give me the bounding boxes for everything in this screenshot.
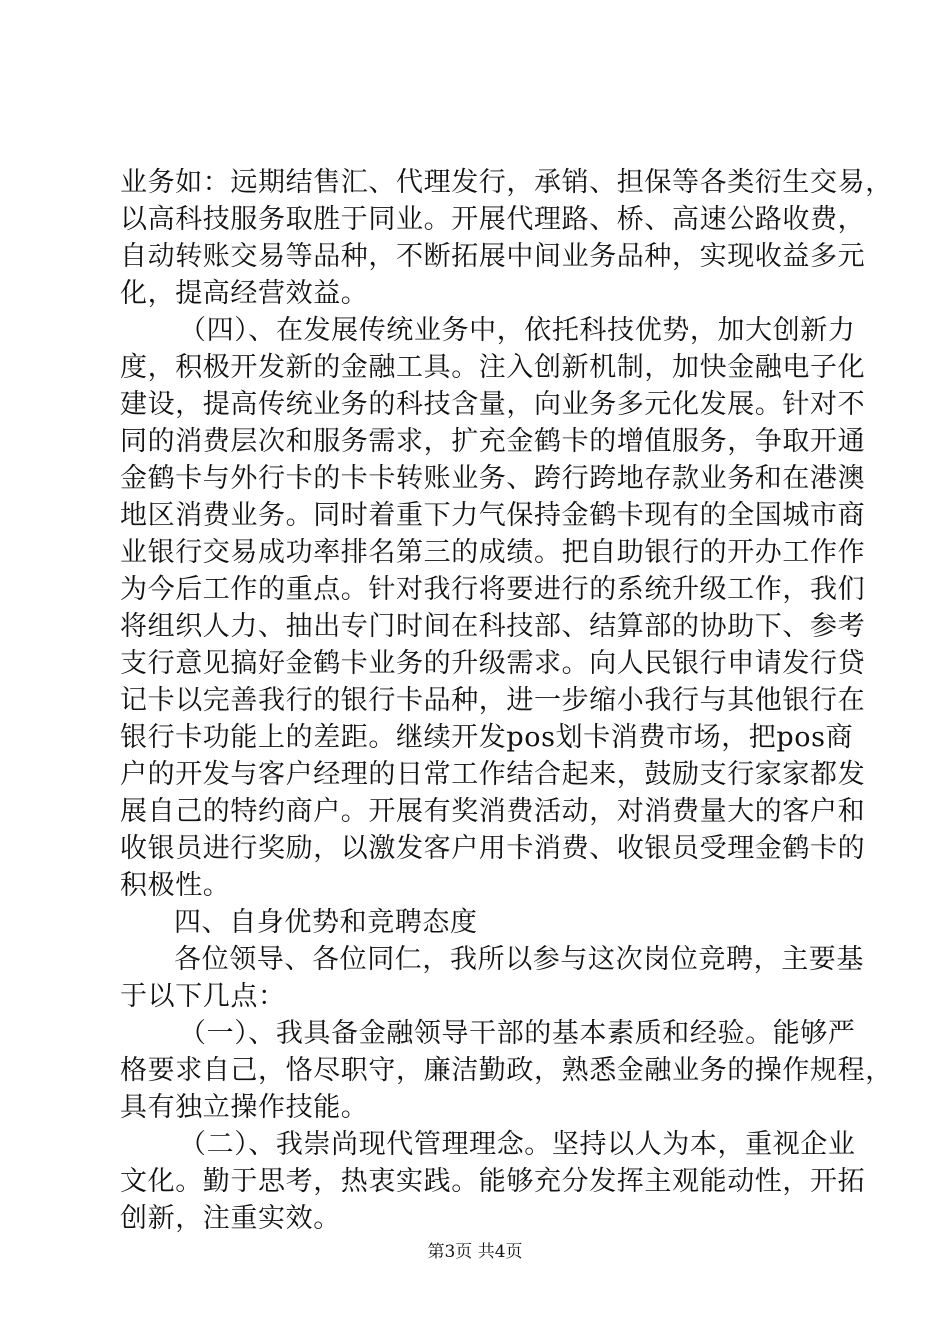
text-line: 展自己的特约商户。开展有奖消费活动，对消费量大的客户和 <box>120 796 866 827</box>
text-line: 自动转账交易等品种，不断拓展中间业务品种，实现收益多元 <box>120 241 866 272</box>
text-line: 于以下几点： <box>120 981 286 1012</box>
text-line: 为今后工作的重点。针对我行将要进行的系统升级工作，我们 <box>120 574 866 605</box>
text-line: 建设，提高传统业务的科技含量，向业务多元化发展。针对不 <box>120 389 866 420</box>
text-line: 地区消费业务。同时着重下力气保持金鹤卡现有的全国城市商 <box>120 500 866 531</box>
page-footer: 第3页 共4页 <box>427 1242 523 1262</box>
text-line: 以高科技服务取胜于同业。开展代理路、桥、高速公路收费， <box>120 204 866 235</box>
paragraph-start-line: （四）、在发展传统业务中，依托科技优势，加大创新力 <box>179 315 856 346</box>
text-line: 收银员进行奖励，以激发客户用卡消费、收银员受理金鹤卡的 <box>120 833 866 864</box>
text-line: 格要求自己，恪尽职守，廉洁勤政，熟悉金融业务的操作规程， <box>120 1055 893 1086</box>
text-line: 业银行交易成功率排名第三的成绩。把自助银行的开办工作作 <box>120 537 866 568</box>
text-line: 积极性。 <box>120 870 231 901</box>
text-line: 化，提高经营效益。 <box>120 278 369 309</box>
text-line: 银行卡功能上的差距。继续开发pos划卡消费市场，把pos商 <box>120 722 854 753</box>
text-line: 度，积极开发新的金融工具。注入创新机制，加快金融电子化 <box>120 352 866 383</box>
text-line: 金鹤卡与外行卡的卡卡转账业务、跨行跨地存款业务和在港澳 <box>120 463 866 494</box>
paragraph-start-line: （二）、我崇尚现代管理理念。坚持以人为本，重视企业 <box>179 1129 856 1160</box>
text-line: 创新，注重实效。 <box>120 1203 341 1234</box>
paragraph-start-line: 各位领导、各位同仁，我所以参与这次岗位竞聘，主要基 <box>174 944 864 975</box>
paragraph-start-line: （一）、我具备金融领导干部的基本素质和经验。能够严 <box>179 1018 856 1049</box>
text-line: 户的开发与客户经理的日常工作结合起来，鼓励支行家家都发 <box>120 759 866 790</box>
text-line: 具有独立操作技能。 <box>120 1092 369 1123</box>
section-heading: 四、自身优势和竞聘态度 <box>174 907 478 938</box>
text-line: 记卡以完善我行的银行卡品种，进一步缩小我行与其他银行在 <box>120 685 866 716</box>
text-line: 同的消费层次和服务需求，扩充金鹤卡的增值服务，争取开通 <box>120 426 866 457</box>
text-line: 支行意见搞好金鹤卡业务的升级需求。向人民银行申请发行贷 <box>120 648 866 679</box>
text-line: 业务如：远期结售汇、代理发行，承销、担保等各类衍生交易， <box>120 167 893 198</box>
text-line: 文化。勤于思考，热衷实践。能够充分发挥主观能动性，开拓 <box>120 1166 866 1197</box>
text-line: 将组织人力、抽出专门时间在科技部、结算部的协助下、参考 <box>120 611 866 642</box>
